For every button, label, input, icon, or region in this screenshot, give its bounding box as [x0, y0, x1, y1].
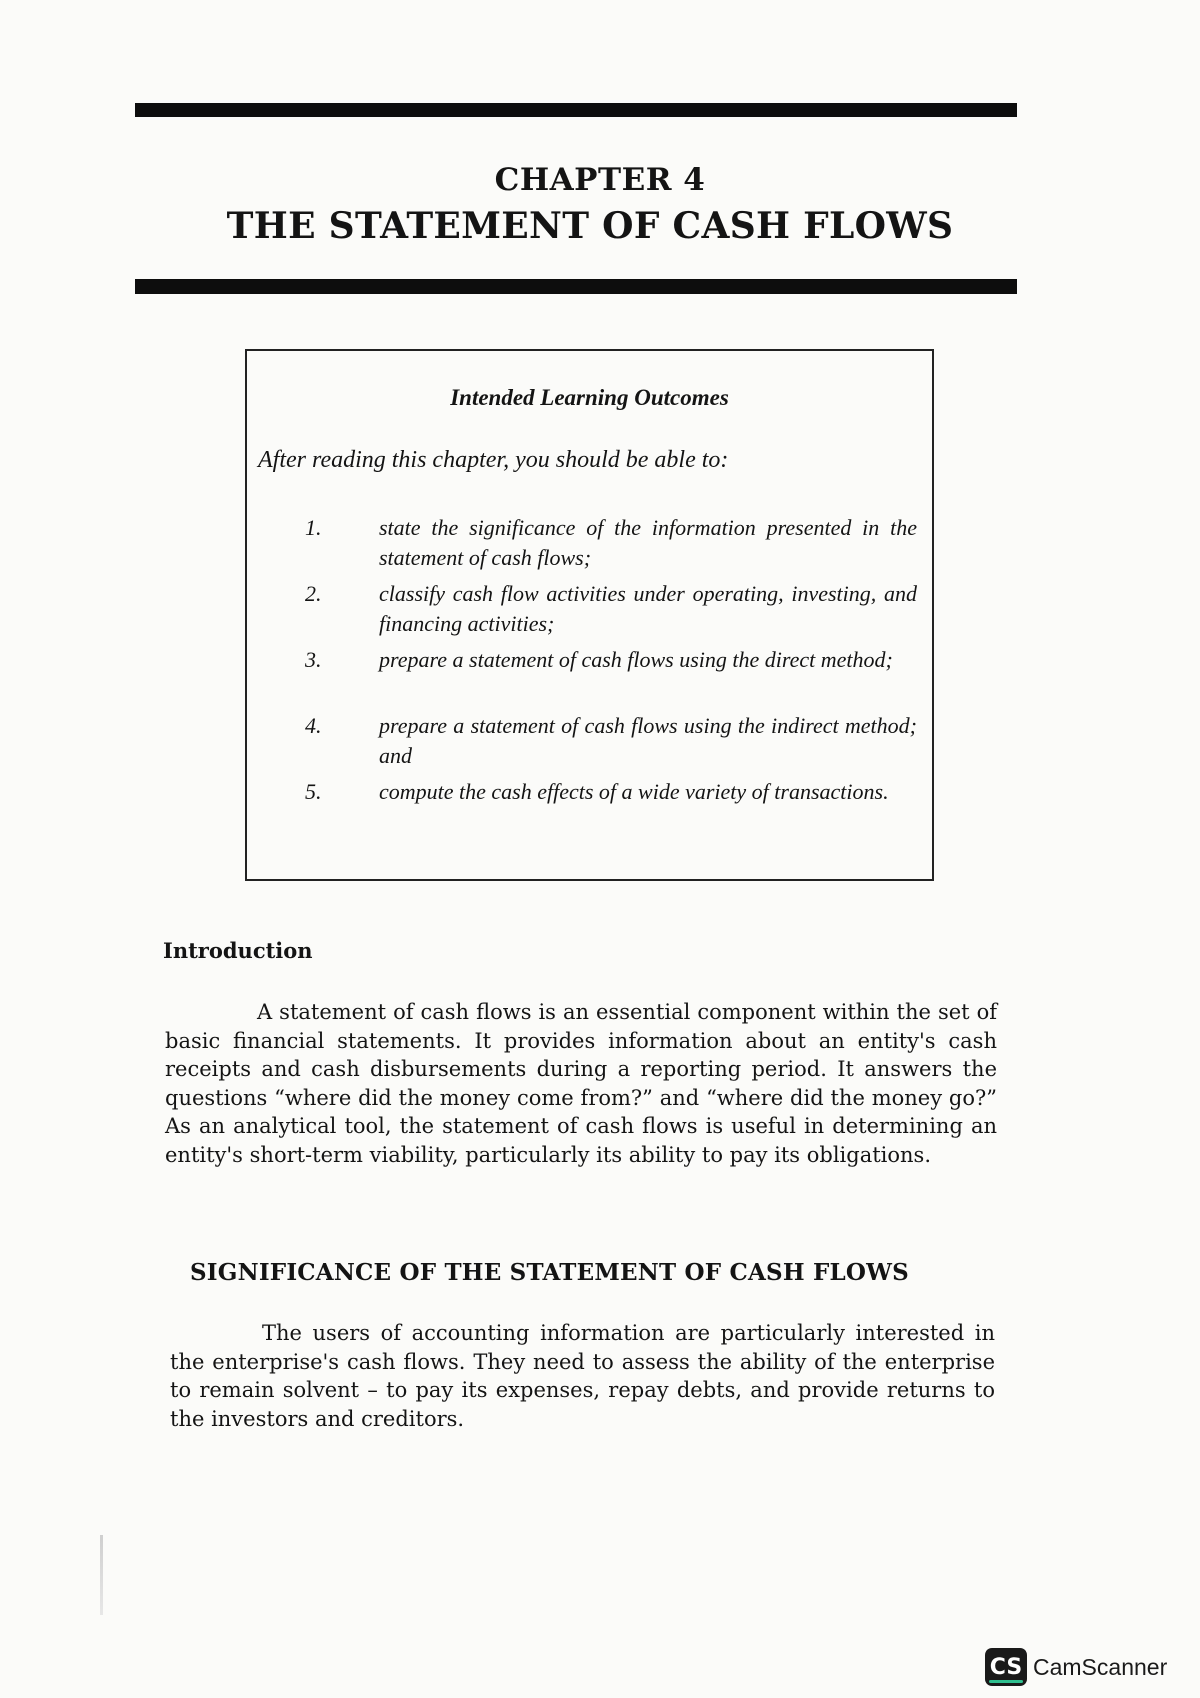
outcome-text: prepare a statement of cash flows using the direct method;	[379, 647, 893, 672]
camscanner-logo-icon: CS	[985, 1648, 1027, 1686]
introduction-heading: Introduction	[163, 938, 313, 963]
camscanner-name: CamScanner	[1033, 1653, 1168, 1680]
outcome-text: classify cash flow activities under operating, investing, and financing activities;	[379, 581, 917, 636]
outcome-number: 4.	[305, 713, 322, 738]
outcome-item	[305, 579, 917, 645]
learning-outcomes-box	[245, 349, 934, 881]
outcome-text: prepare a statement of cash flows using the indirect method; and	[379, 713, 917, 768]
significance-paragraph: The users of accounting information are particularly interested in the enterprise's cash flows. They need to assess the ability of the enterprise to remain solvent – to pay its expenses, repay debts, and provide returns to the investors and creditors.	[170, 1321, 995, 1431]
outcome-number: 3.	[305, 647, 322, 672]
outcome-number: 5.	[305, 779, 322, 804]
outcome-item	[305, 645, 917, 711]
outcome-text: compute the cash effects of a wide variety of transactions.	[379, 779, 889, 804]
outcome-number: 1.	[305, 515, 322, 540]
outcome-item	[305, 711, 917, 777]
bottom-rule	[135, 279, 1017, 294]
learning-outcomes-intro: After reading this chapter, you should be able to:	[258, 447, 729, 473]
learning-outcomes-heading: Intended Learning Outcomes	[450, 385, 729, 410]
outcome-item	[305, 777, 917, 843]
camscanner-watermark	[985, 1648, 1167, 1686]
top-rule	[135, 103, 1017, 117]
scan-edge-mark	[100, 1535, 103, 1615]
outcome-text: state the significance of the information presented in the statement of cash flows;	[379, 515, 917, 570]
outcome-number: 2.	[305, 581, 322, 606]
learning-outcomes-list	[305, 513, 917, 843]
chapter-number: CHAPTER 4	[494, 162, 706, 198]
outcome-item	[305, 513, 917, 579]
significance-heading: SIGNIFICANCE OF THE STATEMENT OF CASH FLOWS	[190, 1259, 909, 1286]
chapter-title: THE STATEMENT OF CASH FLOWS	[226, 205, 954, 247]
introduction-paragraph: A statement of cash flows is an essential component within the set of basic financial statements. It provides information about an entity's cash receipts and cash disbursements during a reporting period. It answers the questions “where did the money come from?” and “where did the money go?” As an analytical tool, the statement of cash flows is useful in determining an entity's short-term viability, particularly its ability to pay its obligations.	[165, 1000, 997, 1167]
